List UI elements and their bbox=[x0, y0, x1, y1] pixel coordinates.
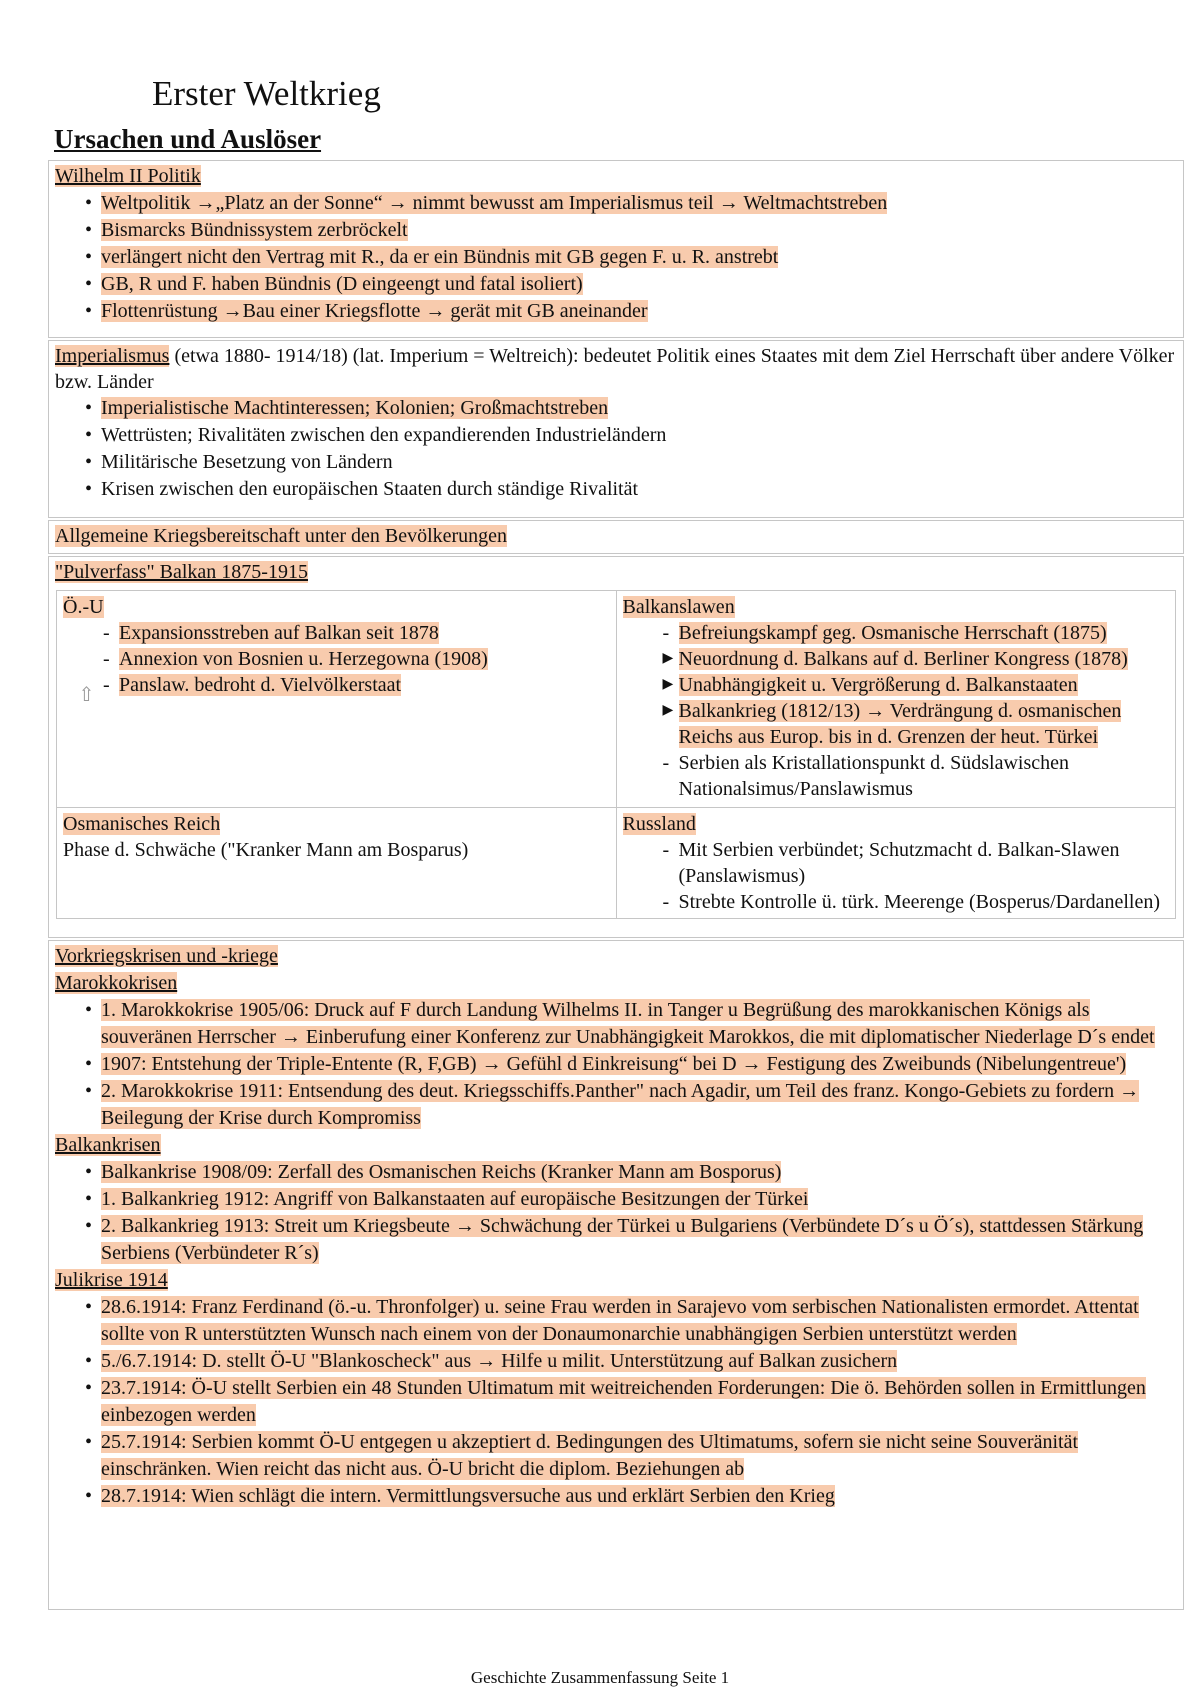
page-footer: Geschichte Zusammenfassung Seite 1 bbox=[470, 1668, 730, 1687]
osman-cell bbox=[57, 808, 617, 919]
list-item: - Strebte Kontrolle ü. türk. Meerenge (Bosperus/Dardanellen) bbox=[663, 889, 1170, 915]
list-item: • 2. Marokkokrise 1911: Entsendung des deut. Kriegsschiffs.Panther" nach Agadir, um Teil des franz. Kongo-Gebiets zu fordern → Beilegung der Krise durch Kompromiss bbox=[85, 1078, 1177, 1132]
oeu-cell bbox=[57, 591, 617, 808]
russland-cell bbox=[616, 808, 1176, 919]
list-item: • GB, R und F. haben Bündnis (D eingeengt und fatal isoliert) bbox=[85, 271, 1177, 298]
document-title: Erster Weltkrieg bbox=[152, 74, 381, 113]
list-item: ▶ Neuordnung d. Balkans auf d. Berliner Kongress (1878) bbox=[663, 646, 1170, 672]
list-item: • 1. Balkankrieg 1912: Angriff von Balkanstaaten auf europäische Besitzungen der Türkei bbox=[85, 1186, 1177, 1213]
list-item: ▶ Balkankrieg (1812/13) → Verdrängung d. osmanischen Reichs aus Europ. bis in d. Grenzen der heut. Türkei bbox=[663, 698, 1170, 750]
list-item: - Mit Serbien verbündet; Schutzmacht d. Balkan-Slawen (Panslawismus) bbox=[663, 837, 1170, 889]
vorkrieg-box bbox=[48, 940, 1184, 1610]
allgemein-box bbox=[48, 520, 1184, 554]
wilhelm-head: Wilhelm II Politik bbox=[55, 165, 201, 187]
list-item: - Annexion von Bosnien u. Herzegowna (1908) bbox=[103, 646, 610, 672]
imperialismus-definition: Imperialismus (etwa 1880- 1914/18) (lat. Imperium = Weltreich): bedeutet Politik eines Staates mit dem Ziel Herrschaft über andere Völker bzw. Länder bbox=[55, 345, 1175, 393]
oeu-head: Ö.-U bbox=[63, 596, 104, 618]
oeu-list bbox=[63, 620, 610, 698]
imperialismus-list bbox=[55, 395, 1177, 503]
slawen-list-bottom bbox=[623, 750, 1170, 802]
list-item: - Expansionsstreben auf Balkan seit 1878 bbox=[103, 620, 610, 646]
list-item: • 1. Marokkokrise 1905/06: Druck auf F durch Landung Wilhelms II. in Tanger u Begrüßung des marokkanischen Königs als souveränen Herrscher → Einberufung einer Konferenz zur Unabhängigkeit Marokkos, die mit diplomatischer Niederlage D´s endet bbox=[85, 997, 1177, 1051]
list-item: • Balkankrise 1908/09: Zerfall des Osmanischen Reichs (Kranker Mann am Bosporus) bbox=[85, 1159, 1177, 1186]
list-item: • Militärische Besetzung von Ländern bbox=[85, 449, 1177, 476]
list-item: • 23.7.1914: Ö-U stellt Serbien ein 48 Stunden Ultimatum mit weitreichenden Forderungen: Die ö. Behörden sollen in Ermittlungen einbezogen werden bbox=[85, 1375, 1177, 1429]
slawen-head: Balkanslawen bbox=[622, 596, 735, 618]
wilhelm-list bbox=[55, 190, 1177, 325]
list-item: • Bismarcks Bündnissystem zerbröckelt bbox=[85, 217, 1177, 244]
russland-head: Russland bbox=[622, 813, 696, 835]
balkankrisen-head: Balkankrisen bbox=[55, 1134, 161, 1156]
marokko-head: Marokkokrisen bbox=[55, 972, 178, 994]
list-item: • verlängert nicht den Vertrag mit R., da er ein Bündnis mit GB gegen F. u. R. anstrebt bbox=[85, 244, 1177, 271]
wilhelm-box bbox=[48, 160, 1184, 338]
list-item: • Krisen zwischen den europäischen Staaten durch ständige Rivalität bbox=[85, 476, 1177, 503]
list-item: • Imperialistische Machtinteressen; Kolonien; Großmachtstreben bbox=[85, 395, 1177, 422]
julikrise-head: Julikrise 1914 bbox=[55, 1269, 168, 1291]
osman-head: Osmanisches Reich bbox=[63, 813, 221, 835]
list-item: • 2. Balkankrieg 1913: Streit um Kriegsbeute → Schwächung der Türkei u Bulgariens (Verbündete D´s u Ö´s), stattdessen Stärkung Serbiens (Verbündeter R´s) bbox=[85, 1213, 1177, 1267]
list-item: ▶ Unabhängigkeit u. Vergrößerung d. Balkanstaaten bbox=[663, 672, 1170, 698]
list-item: • 28.7.1914: Wien schlägt die intern. Vermittlungsversuche aus und erklärt Serbien den Krieg bbox=[85, 1483, 1177, 1510]
imperialismus-box bbox=[48, 340, 1184, 518]
allgemein-text: Allgemeine Kriegsbereitschaft unter den Bevölkerungen bbox=[55, 525, 508, 547]
slawen-arrow-list bbox=[623, 646, 1170, 750]
slawen-cell bbox=[616, 591, 1176, 808]
russland-list bbox=[623, 837, 1170, 915]
list-item: - Panslaw. bedroht d. Vielvölkerstaat bbox=[103, 672, 610, 698]
list-item: • Flottenrüstung →Bau einer Kriegsflotte → gerät mit GB aneinander bbox=[85, 298, 1177, 325]
osman-text: Phase d. Schwäche ("Kranker Mann am Bosparus) bbox=[63, 839, 469, 861]
slawen-list-top bbox=[623, 620, 1170, 646]
list-item: • 25.7.1914: Serbien kommt Ö-U entgegen u akzeptiert d. Bedingungen des Ultimatums, sofern sie nicht seine Souveränität einschränken. Wien reicht das nicht aus. Ö-U bricht die diplom. Beziehungen ab bbox=[85, 1429, 1177, 1483]
balkan-table bbox=[56, 590, 1176, 919]
julikrise-list bbox=[55, 1294, 1177, 1510]
list-item: • Wettrüsten; Rivalitäten zwischen den expandierenden Industrieländern bbox=[85, 422, 1177, 449]
balkankrisen-list bbox=[55, 1159, 1177, 1267]
list-item: • 28.6.1914: Franz Ferdinand (ö.-u. Thronfolger) u. seine Frau werden in Sarajevo vom serbischen Nationalisten ermordet. Attentat sollte von R unterstützten Wunsch nach einem von der Donaumonarchie unabhängigen Serbien unterstützt werden bbox=[85, 1294, 1177, 1348]
balkan-head: "Pulverfass" Balkan 1875-1915 bbox=[55, 561, 308, 583]
marokko-list bbox=[55, 997, 1177, 1132]
list-item: - Serbien als Kristallationspunkt d. Südslawischen Nationalsimus/Panslawismus bbox=[663, 750, 1170, 802]
list-item: • Weltpolitik →„Platz an der Sonne“ → nimmt bewusst am Imperialismus teil → Weltmachtstreben bbox=[85, 190, 1177, 217]
list-item: • 5./6.7.1914: D. stellt Ö-U "Blankoscheck" aus → Hilfe u milit. Unterstützung auf Balkan zusichern bbox=[85, 1348, 1177, 1375]
list-item: • 1907: Entstehung der Triple-Entente (R, F,GB) → Gefühl d Einkreisung“ bei D → Festigung des Zweibunds (Nibelungentreue') bbox=[85, 1051, 1177, 1078]
vorkrieg-head: Vorkriegskrisen und -kriege bbox=[55, 945, 278, 967]
anchor-icon: ⇧ bbox=[78, 684, 95, 706]
section-title: Ursachen und Auslöser bbox=[54, 124, 322, 154]
list-item: - Befreiungskampf geg. Osmanische Herrschaft (1875) bbox=[663, 620, 1170, 646]
